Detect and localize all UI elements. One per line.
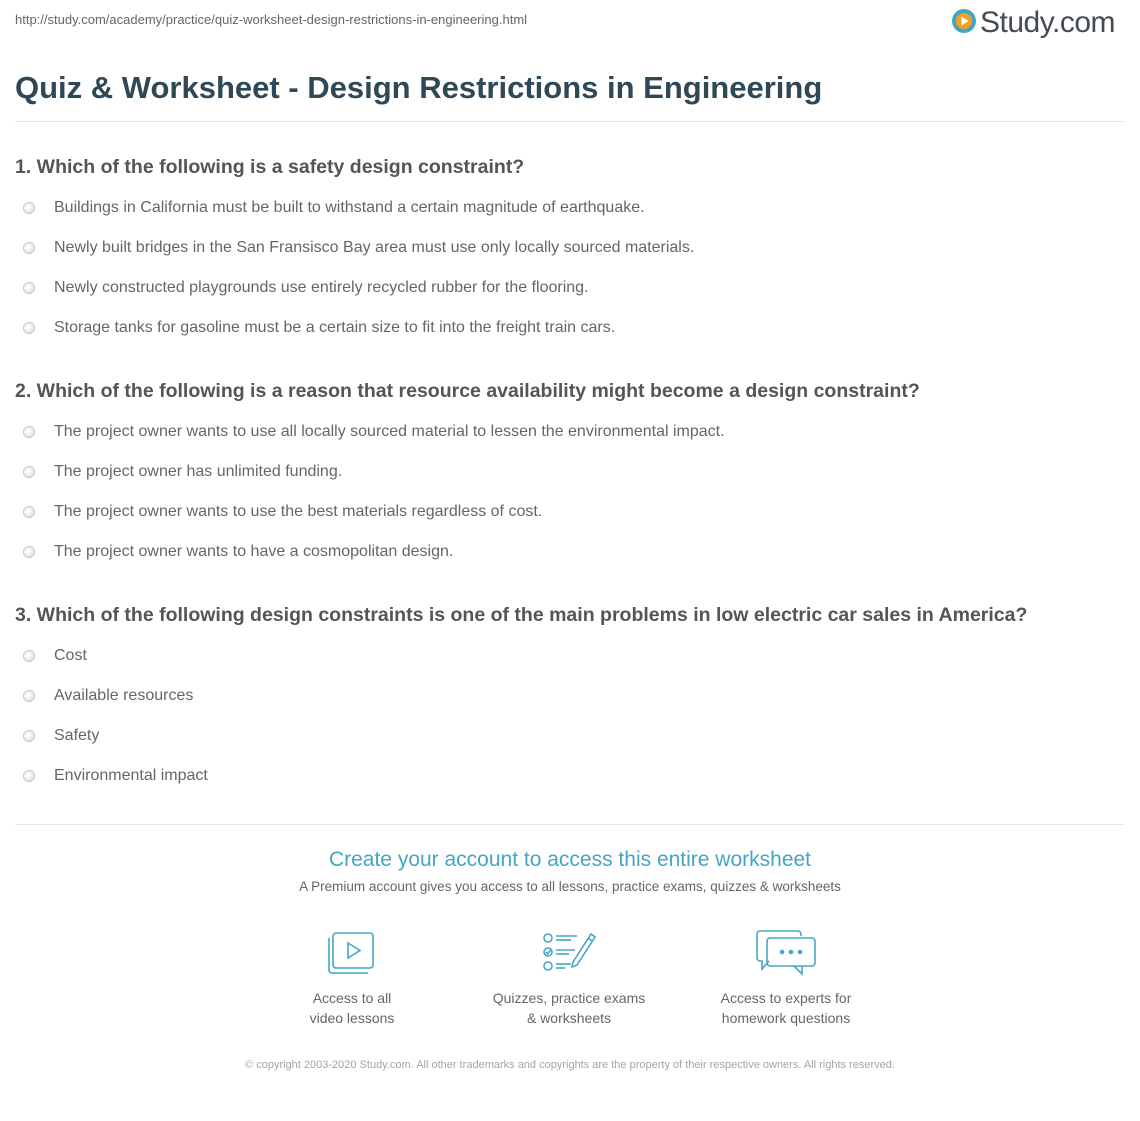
radio-button[interactable] bbox=[23, 426, 35, 438]
radio-button[interactable] bbox=[23, 466, 35, 478]
cta-divider bbox=[15, 824, 1125, 825]
answer-option[interactable] bbox=[15, 532, 1125, 572]
answer-text: The project owner wants to have a cosmopolitan design. bbox=[54, 543, 454, 560]
answer-list bbox=[15, 412, 1125, 572]
create-account-section bbox=[0, 845, 1140, 894]
copyright-footer: © copyright 2003-2020 Study.com. All other trademarks and copyrights are the property of their respective owners. All rights reserved. bbox=[245, 1059, 895, 1071]
question-title: 3. Which of the following design constraints is one of the main problems in low electric car sales in America? bbox=[15, 604, 1028, 626]
feature-label: Access to all video lessons bbox=[309, 990, 395, 1026]
answer-text: Buildings in California must be built to withstand a certain magnitude of earthquake. bbox=[54, 199, 645, 216]
study-logo[interactable] bbox=[951, 6, 1115, 40]
page-title: Quiz & Worksheet - Design Restrictions in Engineering bbox=[15, 70, 823, 105]
radio-button[interactable] bbox=[23, 202, 35, 214]
radio-button[interactable] bbox=[23, 690, 35, 702]
play-circle-icon bbox=[951, 8, 977, 39]
answer-text: Newly constructed playgrounds use entirely recycled rubber for the flooring. bbox=[54, 279, 589, 296]
answer-text: Safety bbox=[54, 727, 100, 744]
answer-option[interactable] bbox=[15, 636, 1125, 676]
premium-description: A Premium account gives you access to all lessons, practice exams, quizzes & worksheets bbox=[299, 879, 841, 894]
answer-option[interactable] bbox=[15, 716, 1125, 756]
question-title: 2. Which of the following is a reason that resource availability might become a design constraint? bbox=[15, 380, 920, 402]
premium-features bbox=[0, 928, 1140, 1038]
question-1 bbox=[15, 154, 1125, 348]
create-account-link[interactable]: Create your account to access this entire worksheet bbox=[328, 848, 812, 871]
radio-button[interactable] bbox=[23, 506, 35, 518]
answer-text: Newly built bridges in the San Fransisco Bay area must use only locally sourced materials. bbox=[54, 239, 695, 256]
answer-list bbox=[15, 636, 1125, 796]
radio-button[interactable] bbox=[23, 282, 35, 294]
chat-bubbles-icon bbox=[686, 928, 886, 976]
answer-text: Environmental impact bbox=[54, 767, 208, 784]
feature-label: Access to experts for homework questions bbox=[720, 990, 852, 1026]
feature-experts bbox=[686, 928, 886, 1028]
feature-video-lessons bbox=[252, 928, 452, 1028]
feature-quizzes bbox=[469, 928, 669, 1028]
answer-option[interactable] bbox=[15, 676, 1125, 716]
answer-text: The project owner wants to use all locally sourced material to lessen the environmental impact. bbox=[54, 423, 725, 440]
page-url: http://study.com/academy/practice/quiz-worksheet-design-restrictions-in-engineering.html bbox=[15, 12, 528, 27]
answer-option[interactable] bbox=[15, 412, 1125, 452]
answer-text: The project owner has unlimited funding. bbox=[54, 463, 343, 480]
answer-option[interactable] bbox=[15, 452, 1125, 492]
video-lesson-icon bbox=[252, 928, 452, 976]
feature-label: Quizzes, practice exams & worksheets bbox=[492, 990, 646, 1026]
answer-list bbox=[15, 188, 1125, 348]
radio-button[interactable] bbox=[23, 650, 35, 662]
logo-text: Study.com bbox=[980, 6, 1115, 39]
question-2 bbox=[15, 378, 1125, 572]
answer-option[interactable] bbox=[15, 188, 1125, 228]
answer-option[interactable] bbox=[15, 228, 1125, 268]
radio-button[interactable] bbox=[23, 546, 35, 558]
radio-button[interactable] bbox=[23, 322, 35, 334]
question-title: 1. Which of the following is a safety design constraint? bbox=[15, 156, 525, 178]
answer-text: Available resources bbox=[54, 687, 194, 704]
answer-option[interactable] bbox=[15, 268, 1125, 308]
radio-button[interactable] bbox=[23, 242, 35, 254]
answer-text: Storage tanks for gasoline must be a certain size to fit into the freight train cars. bbox=[54, 319, 616, 336]
title-divider bbox=[15, 121, 1125, 122]
question-3 bbox=[15, 602, 1125, 796]
answer-option[interactable] bbox=[15, 492, 1125, 532]
answer-text: The project owner wants to use the best materials regardless of cost. bbox=[54, 503, 543, 520]
radio-button[interactable] bbox=[23, 770, 35, 782]
answer-option[interactable] bbox=[15, 308, 1125, 348]
answer-text: Cost bbox=[54, 647, 87, 664]
answer-option[interactable] bbox=[15, 756, 1125, 796]
quiz-checklist-icon bbox=[469, 928, 669, 976]
radio-button[interactable] bbox=[23, 730, 35, 742]
